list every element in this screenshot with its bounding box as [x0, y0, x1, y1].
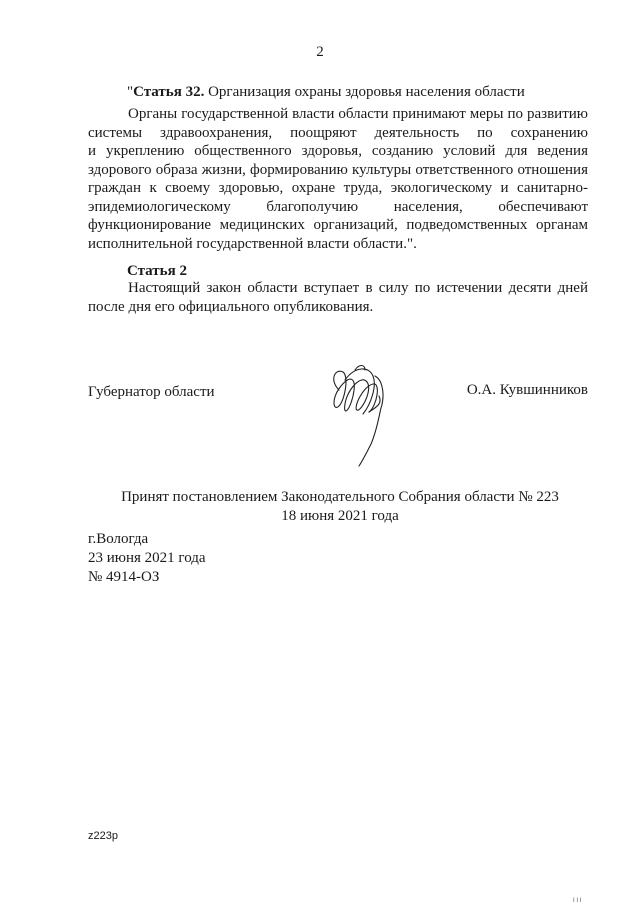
article-32-line: исполнительной государственной власти области.". [88, 235, 417, 252]
article-2-line: после дня его официального опубликования. [88, 298, 374, 315]
adoption-line: Принят постановлением Законодательного Собрания области № 223 [121, 489, 559, 505]
article-32-line: системы здравоохранения, поощряют деятельность по сохранению [88, 124, 588, 141]
article-32-line: граждан к своему здоровью, охране труда, экологическому и санитарно- [88, 180, 588, 196]
article-32-line: эпидемиологическому благополучию населения, обеспечивают [88, 198, 588, 215]
article-32-quote: " [127, 84, 134, 100]
page-number: 2 [316, 44, 324, 60]
signature-image [325, 360, 395, 470]
governor-name: О.А. Кувшинников [466, 382, 588, 398]
adoption-note [0, 488, 640, 525]
article-32-line: Органы государственной власти области принимают меры по развитию [128, 106, 588, 122]
article-2-heading: Статья 2 [127, 263, 187, 279]
article-2-paragraph [88, 279, 588, 316]
governor-title: Губернатор области [88, 384, 215, 400]
article-32-paragraph [88, 105, 588, 253]
article-32-line: функционирование медицинских организаций, подведомственных органам [88, 217, 588, 233]
place-date-block [88, 530, 206, 587]
law-number: № 4914-ОЗ [88, 569, 160, 585]
signing-date: 23 июня 2021 года [88, 550, 206, 566]
footer-marks: I I I [573, 898, 582, 904]
article-2-line: Настоящий закон области вступает в силу по истечении десяти дней [128, 280, 588, 296]
article-32-heading [127, 84, 525, 101]
article-32-title: Организация охраны здоровья населения области [204, 84, 525, 100]
city: г.Вологда [88, 531, 149, 547]
adoption-date: 18 июня 2021 года [281, 507, 399, 524]
article-32-line: здорового образа жизни, формированию культуры ответственного отношения [88, 161, 588, 178]
article-32-line: и укреплению общественного здоровья, созданию условий для ведения [88, 143, 588, 159]
article-32-label: Статья 32. [133, 84, 205, 100]
footer-code: z223p [88, 830, 118, 842]
